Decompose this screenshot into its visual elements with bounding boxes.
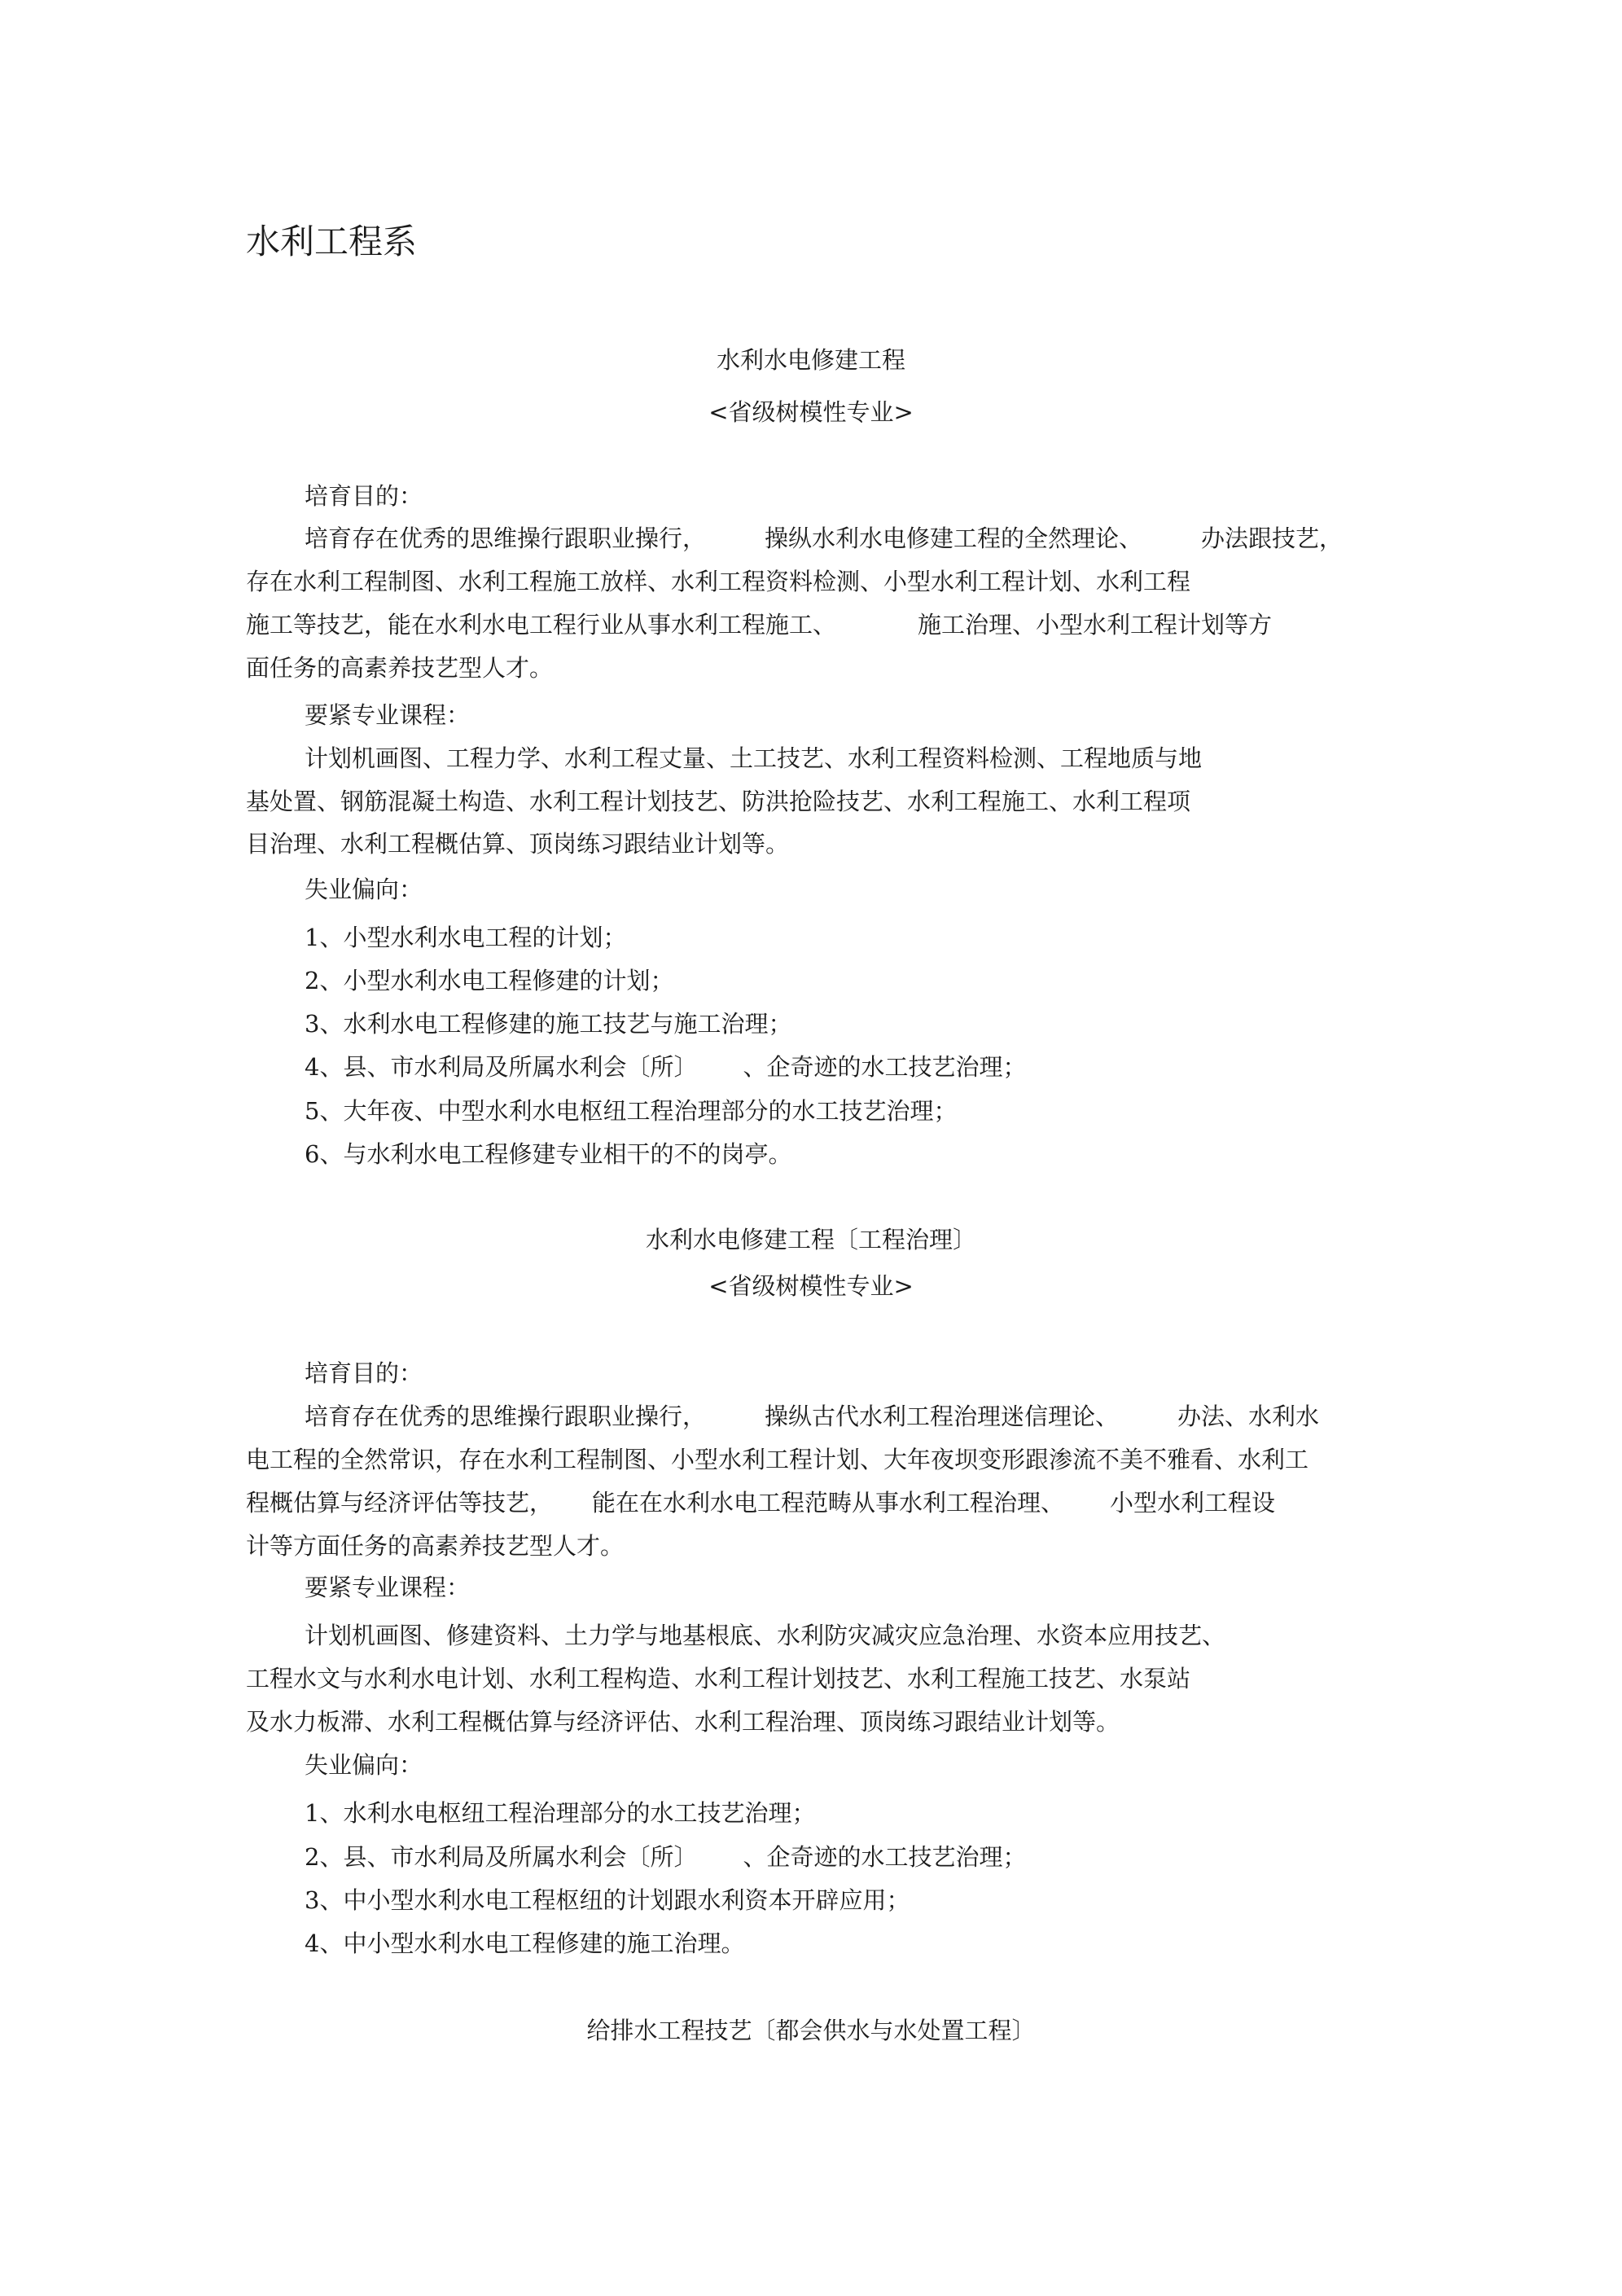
courses-label: 要紧专业课程： xyxy=(305,1574,471,1601)
career-item: 5、大年夜、中型水利水电枢纽工程治理部分的水工技艺治理； xyxy=(305,1097,958,1125)
goal-line xyxy=(246,1534,624,1558)
goal-line xyxy=(305,527,1343,551)
courses-line: 工程水文与水利水电计划、水利工程构造、水利工程计划技艺、水利工程施工技艺、水泵站 xyxy=(246,1665,1191,1692)
goal-text: 培育存在优秀的思维操行跟职业操行， xyxy=(305,525,707,552)
courses-line: 目治理、水利工程概估算、顶岗练习跟结业计划等。 xyxy=(246,830,790,858)
goal-label: 培育目的： xyxy=(305,482,423,510)
courses-label: 要紧专业课程： xyxy=(305,701,471,729)
courses-line: 及水力板滞、水利工程概估算与经济评估、水利工程治理、顶岗练习跟结业计划等。 xyxy=(246,1708,1120,1736)
goal-text: 办法、水利水 xyxy=(1177,1403,1320,1430)
career-item: 3、水利水电工程修建的施工技艺与施工治理； xyxy=(305,1010,792,1038)
courses-line: 计划机画图、修建资料、土力学与地基根底、水利防灾减灾应急治理、水资本应用技艺、 xyxy=(305,1622,1226,1649)
section-heading: 给排水工程技艺〔都会供水与水处置工程〕 xyxy=(586,2017,1036,2044)
career-item xyxy=(305,1843,1027,1871)
career-item: 3、中小型水利水电工程枢纽的计划跟水利资本开辟应用； xyxy=(305,1886,910,1914)
goal-text: 能在在水利水电工程范畴从事水利工程治理、 xyxy=(592,1489,1065,1517)
section-badge: <省级树模性专业> xyxy=(708,398,914,426)
goal-text: 存在水利工程制图、水利工程施工放样、水利工程资料检测、小型水利工程计划、水利工程 xyxy=(246,568,1191,595)
goal-label: 培育目的： xyxy=(305,1359,423,1387)
section-badge: <省级树模性专业> xyxy=(708,1272,914,1300)
goal-line xyxy=(305,1405,1319,1429)
career-label: 失业偏向： xyxy=(305,876,423,903)
goal-text: 小型水利工程设 xyxy=(1110,1489,1276,1517)
goal-text: 操纵水利水电修建工程的全然理论、 xyxy=(765,525,1143,552)
goal-line xyxy=(246,570,1190,594)
goal-line xyxy=(246,613,1272,637)
career-label: 失业偏向： xyxy=(305,1751,423,1779)
goal-text: 培育存在优秀的思维操行跟职业操行， xyxy=(305,1403,707,1430)
career-item xyxy=(305,1053,1027,1081)
goal-line xyxy=(246,1491,1275,1515)
section-heading: 水利水电修建工程〔工程治理〕 xyxy=(645,1226,976,1253)
courses-line: 基处置、钢筋混凝土构造、水利工程计划技艺、防洪抢险技艺、水利工程施工、水利工程项 xyxy=(246,788,1191,815)
goal-text: 办法跟技艺， xyxy=(1201,525,1344,552)
goal-text: 面任务的高素养技艺型人才。 xyxy=(246,654,554,682)
career-text: 2、县、市水利局及所属水利会〔所〕 xyxy=(305,1843,698,1871)
career-item: 1、小型水利水电工程的计划； xyxy=(305,924,627,951)
goal-line xyxy=(246,1448,1309,1472)
page-title: 水利工程系 xyxy=(246,222,418,261)
goal-line xyxy=(246,656,553,680)
courses-line: 计划机画图、工程力学、水利工程丈量、土工技艺、水利工程资料检测、工程地质与地 xyxy=(305,744,1203,772)
career-text: 、企奇迹的水工技艺治理； xyxy=(743,1843,1027,1871)
career-item: 2、小型水利水电工程修建的计划； xyxy=(305,967,674,994)
goal-text: 施工等技艺，能在水利水电工程行业从事水利工程施工、 xyxy=(246,611,837,639)
goal-text: 施工治理、小型水利工程计划等方 xyxy=(918,611,1273,639)
goal-text: 程概估算与经济评估等技艺， xyxy=(246,1489,554,1517)
goal-text: 电工程的全然常识，存在水利工程制图、小型水利工程计划、大年夜坝变形跟渗流不美不雅看、水利工 xyxy=(246,1446,1309,1473)
career-text: 、企奇迹的水工技艺治理； xyxy=(743,1053,1027,1081)
career-item: 4、中小型水利水电工程修建的施工治理。 xyxy=(305,1929,745,1957)
goal-text: 操纵古代水利工程治理迷信理论、 xyxy=(765,1403,1120,1430)
career-item: 1、水利水电枢纽工程治理部分的水工技艺治理； xyxy=(305,1799,816,1827)
career-item: 6、与水利水电工程修建专业相干的不的岗亭。 xyxy=(305,1140,792,1168)
section-heading: 水利水电修建工程 xyxy=(716,346,905,374)
career-text: 4、县、市水利局及所属水利会〔所〕 xyxy=(305,1053,698,1081)
goal-text: 计等方面任务的高素养技艺型人才。 xyxy=(246,1532,625,1560)
